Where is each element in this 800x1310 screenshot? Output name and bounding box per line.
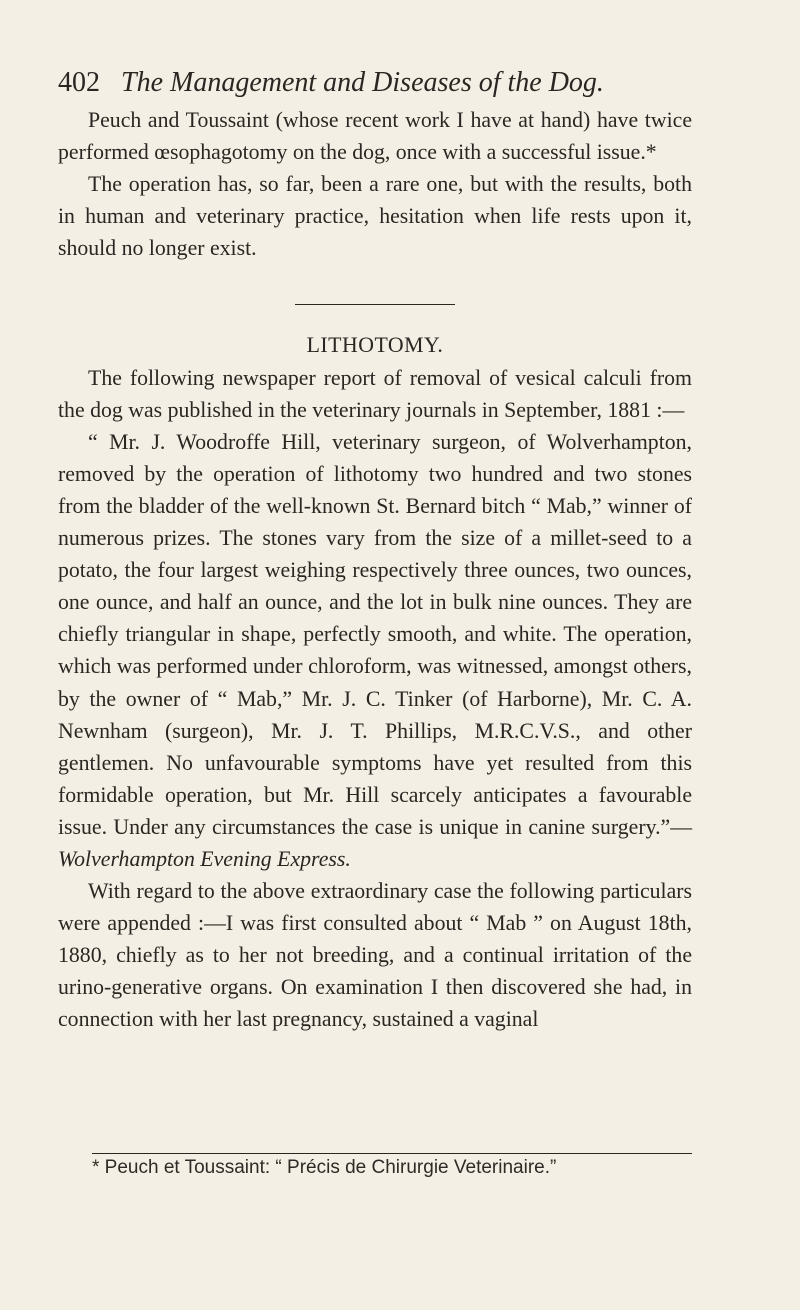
paragraph-newspaper-intro: The following newspaper report of removal of vesical calculi from the dog was published in the veterinary journals in September, 1881 :— xyxy=(58,365,692,422)
paragraph-operation-rare: The operation has, so far, been a rare one, but with the results, both in human and veterinary practice, hesitation when life rests upon it, should no longer exist. xyxy=(58,172,692,261)
footnote: * Peuch et Toussaint: “ Précis de Chirurgie Veterinaire.” xyxy=(92,1157,557,1178)
page-body xyxy=(58,104,692,1036)
paragraph-newspaper-report xyxy=(58,426,692,875)
section-divider xyxy=(295,304,455,305)
page-number: 402 xyxy=(58,67,100,98)
footnote-rule xyxy=(92,1153,692,1154)
report-text: “ Mr. J. Woodroffe Hill, veterinary surgeon, of Wolverhampton, removed by the operation of lithotomy two hundred and two stones from the bladder of the well-known St. Bernard bitch “ Mab,” winner of numerous prizes. The stones vary from the size of a millet-seed to a potato, the four largest weighing respectively three ounces, two ounces, one ounce, and half an ounce, and the lot in bulk nine ounces. They are chiefly triangular in shape, perfectly smooth, and white. The operation, which was performed under chloroform, was witnessed, amongst others, by the owner of “ Mab,” Mr. J. C. Tinker (of Harborne), Mr. C. A. Newnham (surgeon), Mr. J. T. Phillips, M.R.C.V.S., and other gentlemen. No unfavourable symptoms have yet resulted from this formidable operation, but Mr. Hill scarcely anticipates a favourable issue. Under any circumstances the case is unique in canine surgery.”— xyxy=(58,429,692,839)
report-source: Wolverhampton Evening Express. xyxy=(58,846,351,871)
paragraph-particulars: With regard to the above extraordinary case the following particulars were appended :—I was first consulted about “ Mab ” on August 18th, 1880, chiefly as to her not breeding, and a continual irritation of the urino-generative organs. On examination I then discovered she had, in connection with her last pregnancy, sustained a vaginal xyxy=(58,879,692,1032)
running-header xyxy=(58,66,698,100)
section-heading: LITHOTOMY. xyxy=(306,333,444,358)
paragraph-oesophagotomy: Peuch and Toussaint (whose recent work I have at hand) have twice performed œsophagotomy on the dog, once with a successful issue.* xyxy=(58,108,692,165)
running-title: The Management and Diseases of the Dog. xyxy=(121,67,604,98)
